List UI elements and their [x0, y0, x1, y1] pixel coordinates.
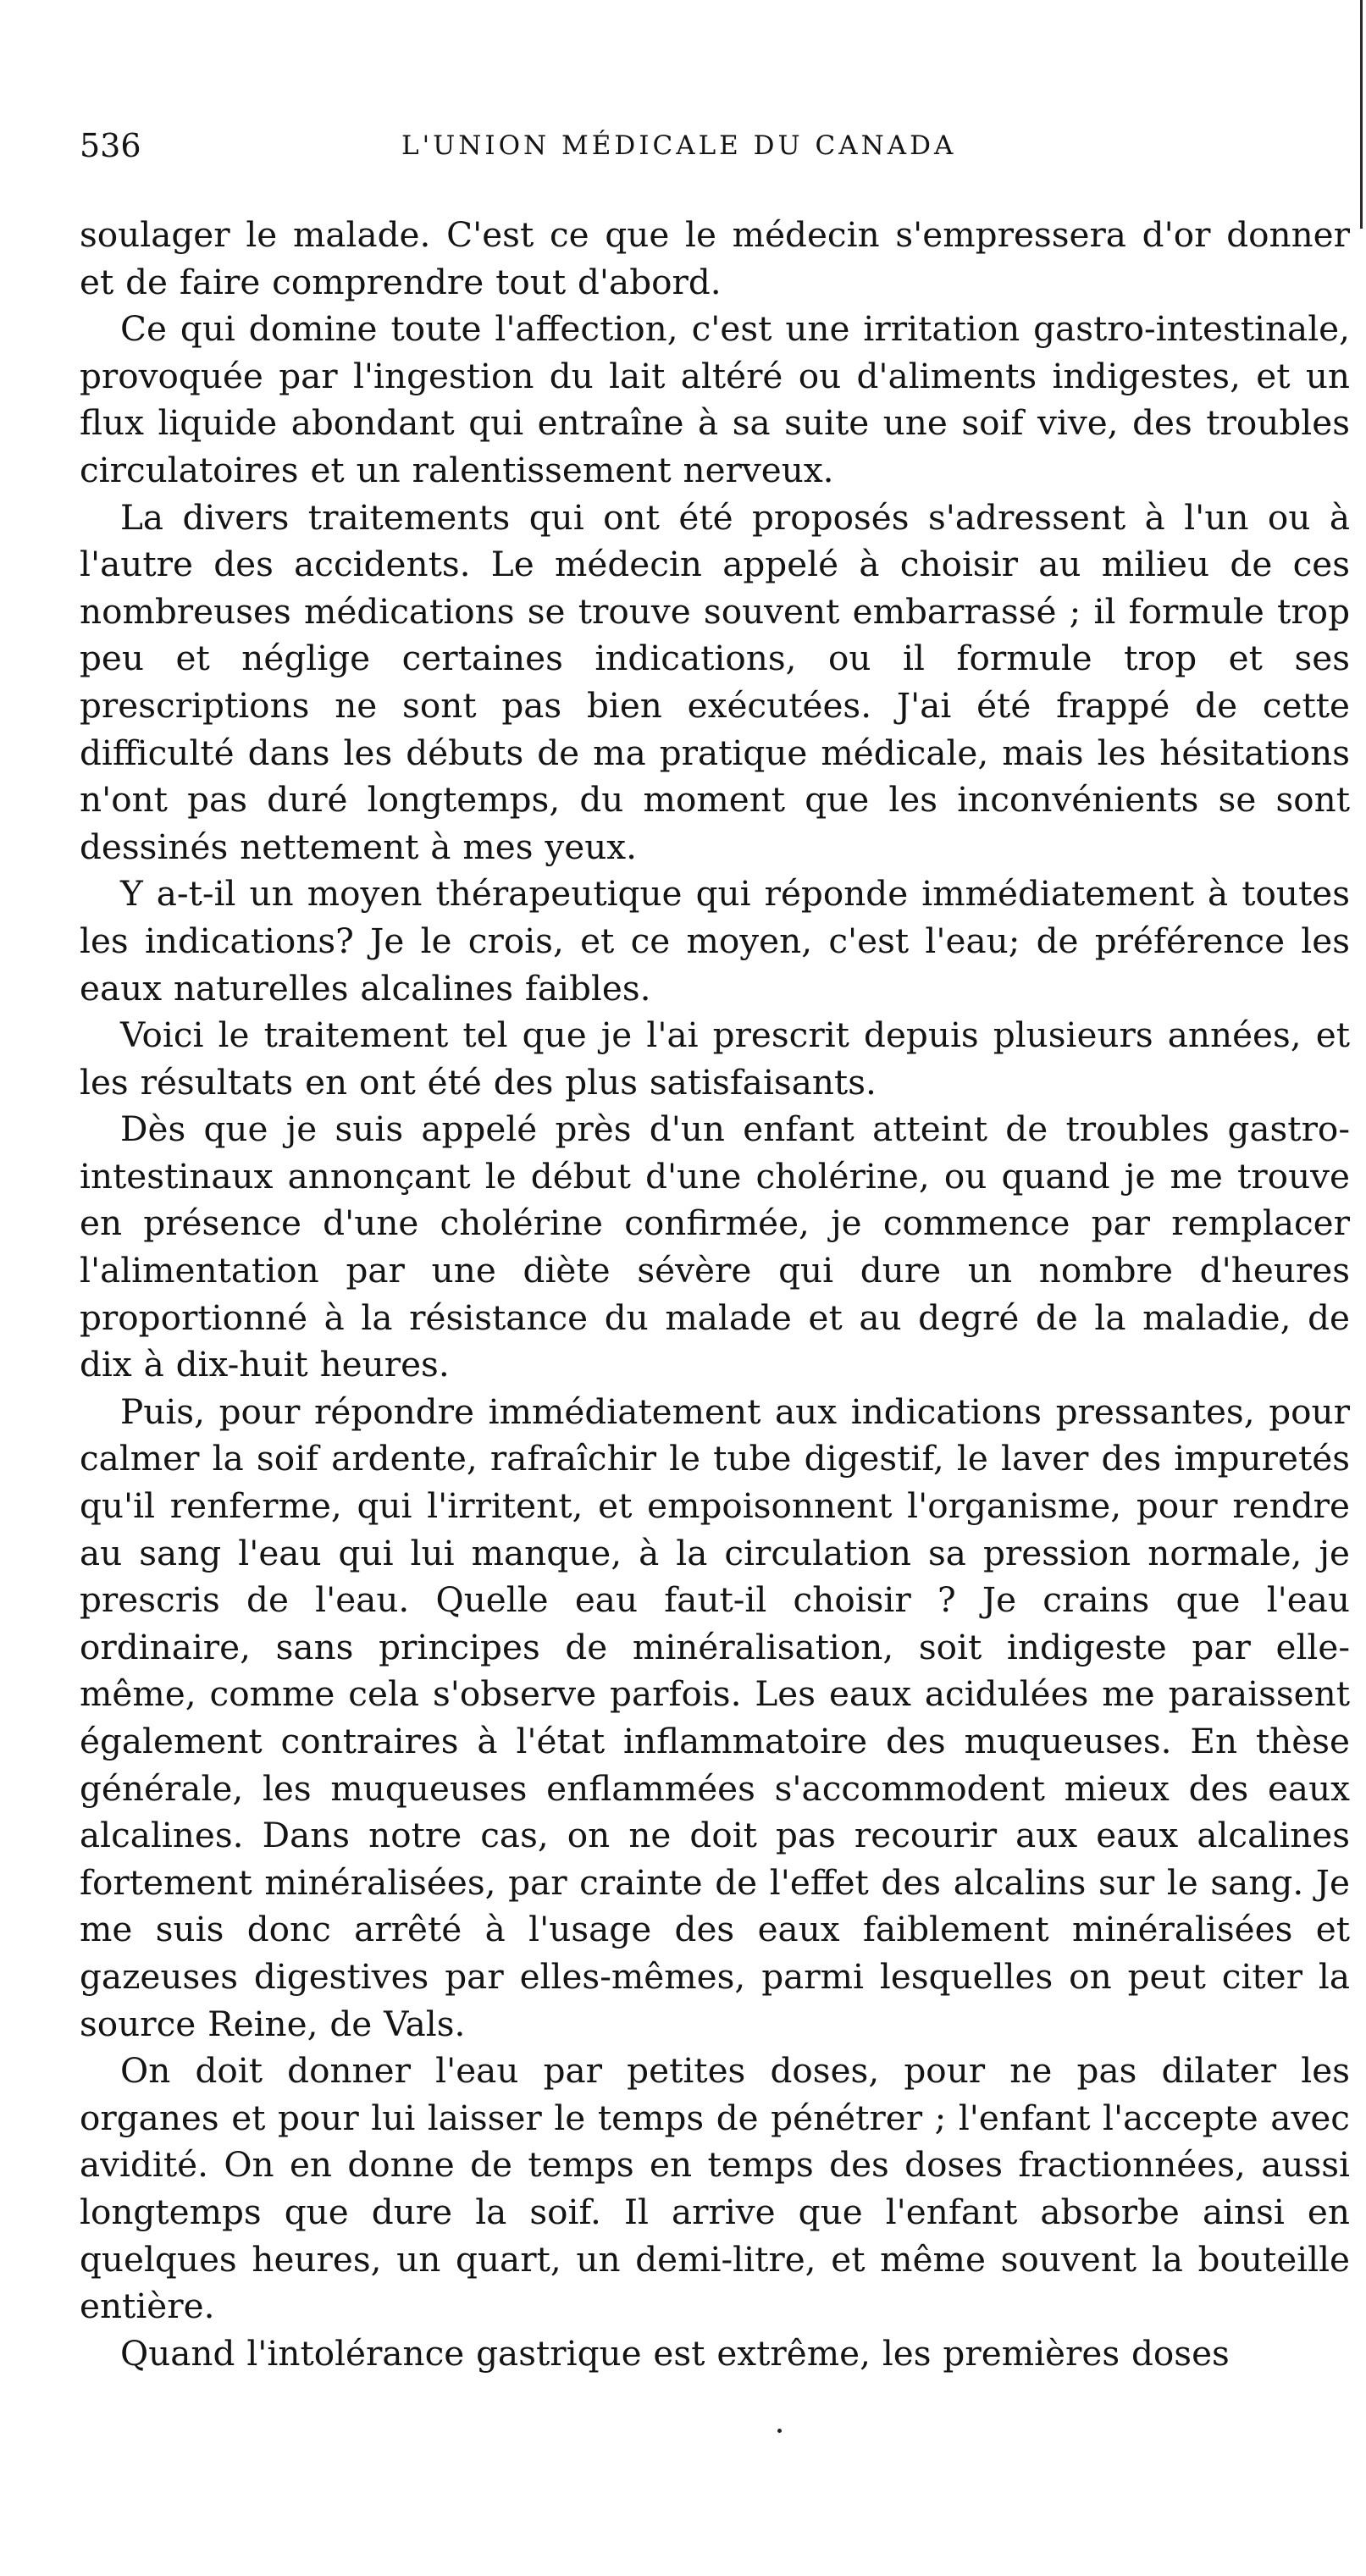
paragraph-7: Puis, pour répondre immédiatement aux indications pressantes, pour calmer la soif ardente, rafraîchir le tube digestif, le laver des impuretés qu'il renferme, qui l'irritent, et empoisonnent l'organisme, pour rendre au sang l'eau qui lui manque, à la circulation sa pression normale, je prescris de l'eau. Quelle eau faut-il choisir ? Je crains que l'eau ordinaire, sans principes de minéralisation, soit indigeste par elle-même, comme cela s'observe parfois. Les eaux acidulées me paraissent également contraires à l'état inflammatoire des muqueuses. En thèse générale, les muqueuses enflammées s'accommodent mieux des eaux alcalines. Dans notre cas, on ne doit pas recourir aux eaux alcalines fortement minéralisées, par crainte de l'effet des alcalins sur le sang. Je me suis donc arrêté à l'usage des eaux faiblement minéralisées et gazeuses digestives par elles-mêmes, parmi lesquelles on peut citer la source Reine, de Vals.: [80, 1390, 1350, 2044]
paragraph-1: soulager le malade. C'est ce que le médecin s'empressera d'or donner et de faire comprendre tout d'abord.: [80, 214, 1350, 302]
page-number: 536: [80, 127, 141, 164]
paragraph-2: Ce qui domine toute l'affection, c'est une irritation gastro-intestinale, provoquée par l'ingestion du lait altéré ou d'aliments indigestes, et un flux liquide abondant qui entraîne à sa suite une soif vive, des troubles circulatoires et un ralentissement nerveux.: [80, 308, 1350, 490]
paragraph-6: Dès que je suis appelé près d'un enfant atteint de troubles gastro-intestinaux annonçant le début d'une cholérine, ou quand je me trouve en présence d'une cholérine confirmée, je commence par remplacer l'alimentation par une diète sévère qui dure un nombre d'heures proportionné à la résistance du malade et au degré de la maladie, de dix à dix-huit heures.: [80, 1108, 1350, 1385]
paragraph-4: Y a-t-il un moyen thérapeutique qui réponde immédiatement à toutes les indications? Je le crois, et ce moyen, c'est l'eau; de préférence les eaux naturelles alcalines faibles.: [80, 873, 1350, 1009]
body-text: [80, 212, 1350, 2377]
running-title: L'UNION MÉDICALE DU CANADA: [401, 130, 957, 161]
document-page: [80, 127, 1350, 2377]
paragraph-3: La divers traitements qui ont été proposés s'adressent à l'un ou à l'autre des accidents. Le médecin appelé à choisir au milieu de ces nombreuses médications se trouve souvent embarrassé ; il formule trop peu et néglige certaines indications, ou il formule trop et ses prescriptions ne sont pas bien exécutées. J'ai été frappé de cette difficulté dans les débuts de ma pratique médicale, mais les hésitations n'ont pas duré longtemps, du moment que les inconvénients se sont dessinés nettement à mes yeux.: [80, 496, 1350, 867]
paragraph-5: Voici le traitement tel que je l'ai prescrit depuis plusieurs années, et les résultats en ont été des plus satisfaisants.: [80, 1014, 1350, 1103]
scan-edge-line: [1360, 0, 1363, 229]
paragraph-8: On doit donner l'eau par petites doses, pour ne pas dilater les organes et pour lui laisser le temps de pénétrer ; l'enfant l'accepte avec avidité. On en donne de temps en temps des doses fractionnées, aussi longtemps que dure la soif. Il arrive que l'enfant absorbe ainsi en quelques heures, un quart, un demi-litre, et même souvent la bouteille entière.: [80, 2050, 1350, 2327]
ink-dot: [777, 2429, 782, 2433]
page-header: [80, 127, 1350, 178]
paragraph-9: Quand l'intolérance gastrique est extrême, les premières doses: [120, 2332, 1230, 2374]
